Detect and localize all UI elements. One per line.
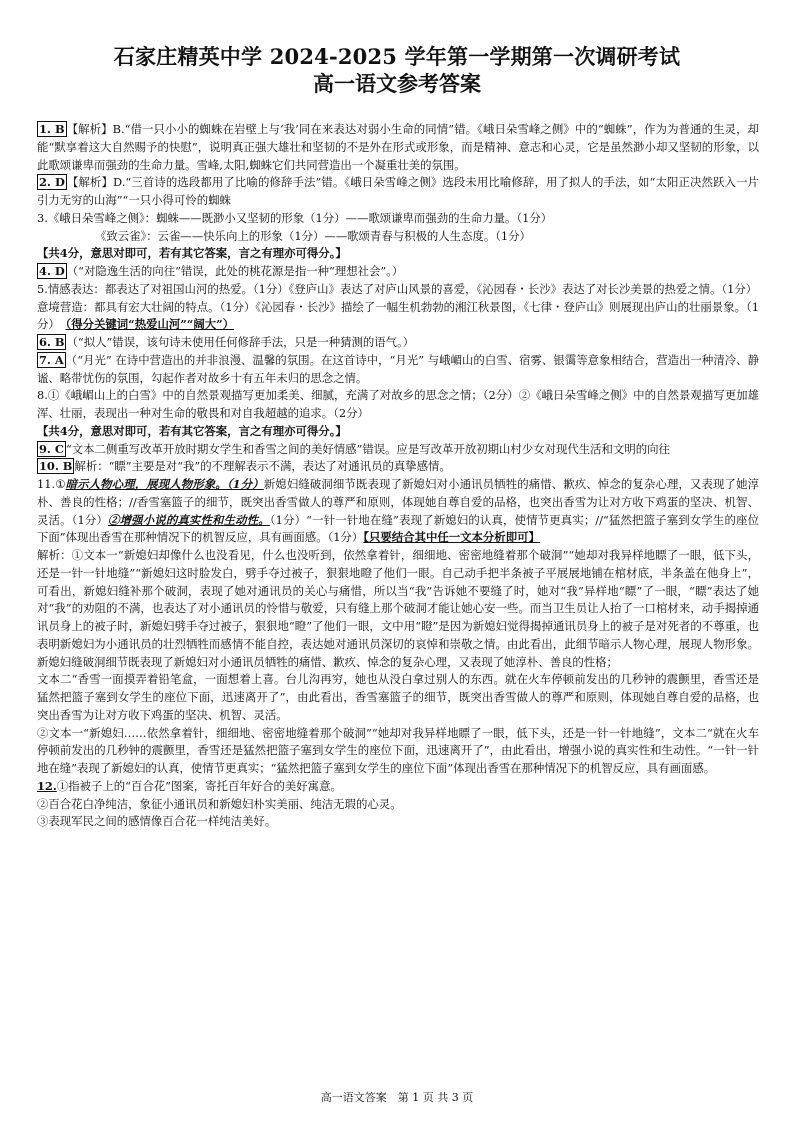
answer-q11-analysis3: ②文本一“新媳妇……依然拿着针，细细地、密密地缝着那个破洞”“她却对我异样地瞟了一眼，低下头，还是一针一针地缝”，文本二“就在火车停顿前发出的几秒钟的震颤里，香雪还是猛然把篮子塞到女学生的座位下面，迅速离开了”，由此看出，增强小说的真实性和生动性。“一针一针地在缝”表现了新媳妇的认真，使情节更真实；“猛然把篮子塞到女学生的座位下面”体现出香雪在那种情况下的机智反应，具有画面感。: [37, 725, 759, 775]
answer-q5-line2-text: 意境营造：都具有宏大壮阔的特点。（1分）《沁园春・长沙》描绘了一幅生机勃勃的湘江秋景图，《七律・登庐山》则展现出庐山的壮丽景象。（1分）: [37, 299, 759, 332]
answer-q9-number: 9. C: [39, 441, 64, 456]
answer-q12-text1: ①指被子上的“百合花”图案，寄托百年好合的美好寓意。: [56, 778, 342, 793]
answer-q6-text: （“拟人”错误，该句诗未使用任何修辞手法，只是一种猜测的语气。）: [66, 335, 415, 349]
answer-q10-number: 10. B: [39, 459, 73, 474]
answer-q1: [37, 121, 759, 174]
answer-q11-number: 11.①: [37, 477, 66, 491]
answer-q6-number: 6. B: [39, 335, 65, 349]
answer-body: [37, 121, 759, 831]
answer-q10-text: 解析：“瞟”主要是对“我”的不理解表示不满，表达了对通讯员的真挚感情。: [74, 459, 451, 474]
answer-q11-text1: 新媳妇缝破洞细节既表现了新媳妇对小通讯员牺牲的痛惜、歉疚、悼念的复杂心理，又表现了她淳朴、善良的性格；//香雪塞篮子的细节，既突出香雪做人的尊严和原则，体现她自尊自爱的品格，也突出香雪为让对方收下鸡蛋的坚决、机智、灵活。（1分）: [37, 477, 759, 527]
answer-q5-line2: [37, 299, 759, 335]
answer-q11-text2: （1分）“一针一针地在缝”表现了新媳妇的认真，使情节更真实；//“猛然把篮子塞到女学生的座位下面”体现出香雪在那种情况下的机智反应，具有画面感。（1分）: [37, 512, 759, 545]
answer-q1-text: 【解析】B.“借一只小小的蜘蛛在岩壁上与‘我’同在来表达对弱小生命的同情”错。《峨日朵雪峰之侧》中的“蜘蛛”，作为为普通的生灵，却能“默享着这大自然赐予的快慰”，说明真正强大雄壮和坚韧的不是外在形式或形象，而是精神、意志和心灵，它是虽然渺小却又坚韧的形象，以此歌颂谦卑而强劲的生命力量。雪峰,太阳,蜘蛛它们共同营造出一个凝重壮美的氛围。: [37, 122, 759, 172]
answer-q3-line1: 3.《峨日朵雪峰之侧》：蜘蛛——既渺小又坚韧的形象（1分）——歌颂谦卑而强劲的生命力量。（1分）: [37, 210, 553, 225]
answer-q5-keywords: （得分关键词“热爱山河”“阔大”）: [65, 317, 235, 332]
scoring-note-1: 【共4分，意思对即可，若有其它答案，言之有理亦可得分。】: [37, 246, 347, 261]
answer-q7: [37, 352, 759, 388]
answer-q9: [37, 441, 759, 459]
answer-q4-text: （“对隐逸生活的向往”错误，此处的桃花源是指一种“理想社会”。）: [66, 264, 404, 278]
scoring-note-2: 【共4分，意思对即可，若有其它答案，言之有理亦可得分。】: [37, 423, 347, 438]
page-footer: 高一语文答案 第 1 页 共 3 页: [320, 1091, 474, 1104]
exam-title: 石家庄精英中学 2024-2025 学年第一学期第一次调研考试: [113, 44, 681, 69]
answer-q12-line2: ②百合花白净纯洁，象征小通讯员和新媳妇朴实美丽、纯洁无瑕的心灵。: [37, 796, 402, 811]
answer-q6: [37, 334, 759, 352]
answer-q1-number: 1. B: [39, 122, 65, 136]
answer-q12-line3: ③表现军民之间的感情像百合花一样纯洁美好。: [37, 814, 277, 829]
answer-key-title: 高一语文参考答案: [313, 71, 481, 96]
answer-q8: 8.①《峨嵋山上的白雪》中的自然景观描写更加柔美、细腻，充满了对故乡的思念之情；（2分）②《峨日朵雪峰之侧》中的自然景观描写更加雄浑、壮丽，表现出一种对生命的敬畏和对自我超越的追求。（2分）: [37, 388, 759, 420]
answer-q11-analysis1: 解析：①文本一“新媳妇却像什么也没看见，什么也没听到，依然拿着针，细细地、密密地缝着那个破洞”“她却对我异样地瞟了一眼，低下头，还是一针一针地缝”“新媳妇这时脸发白，劈手夺过被子，狠狠地瞪了他们一眼。自己动手把半条被子平展展地铺在棺材底，半条盖在他身上”，可看出，新媳妇缝补那个破洞，表现了她对通讯员的关心与痛惜，所以当“我”告诉她不要缝了时，她对“我”异样地“瞟”了一眼，“瞟”表达了她对“我”的劝阻的不满，也表达了对小通讯员的怜惜与敬爱，只有缝上那个破洞才能让她心安一些。而当卫生员让人抬了一口棺材来，动手揭掉通讯员身上的被子时，新媳妇劈手夺过被子，狠狠地“瞪”了他们一眼，文中用“瞪”是因为新媳妇觉得揭掉通讯员身上的被子是对死者的不尊重，也表明新媳妇为小通讯员的壮烈牺牲而感情不能自控，表达她对通讯员深切的哀悼和崇敬之情。由此看出，此细节暗示人物心理，展现人物形象。新媳妇缝破洞细节既表现了新媳妇对小通讯员牺牲的痛惜、歉疚、悼念的复杂心理，又表现了她淳朴、善良的性格；: [37, 548, 759, 669]
answer-q11-analysis2: 文本二“香雪一面摸弄着铅笔盒，一面想着上喜。台儿沟再穷，她也从没白拿过别人的东西。就在火车停顿前发出的几秒钟的震颤里，香雪还是猛然把篮子塞到女学生的座位下面，迅速离开了”，由此看出，香雪塞篮子的细节，既突出香雪做人的尊严和原则，体现她自尊自爱的品格，也突出香雪为让对方收下鸡蛋的坚决、机智、灵活。: [37, 672, 759, 722]
answer-q12-number: 12.: [37, 778, 57, 793]
answer-q7-text: （“月光” 在诗中营造出的并非浪漫、温馨的氛围。在这首诗中，“月光” 与峨嵋山的白雪、宿雾、银霭等意象相结合，营造出一种清冷、静谧、略带忧伤的氛围，勾起作者对故乡十有五年未归的思念之情。: [37, 352, 759, 385]
answer-q7-number: 7. A: [39, 352, 64, 367]
answer-q11-note: 【只要结合其中任一文本分析即可】: [363, 530, 540, 545]
answer-q11-point2: ②增强小说的真实性和生动性。: [108, 512, 270, 527]
answer-q12-line1: [37, 778, 759, 796]
answer-q4: [37, 263, 759, 281]
answer-q3-line2: 《致云雀》：云雀——快乐向上的形象（1分）——歌颂青春与积极的人生态度。（1分）: [95, 228, 531, 243]
answer-q5-line1: 5.情感表达：都表达了对祖国山河的热爱。（1分）《登庐山》表达了对庐山风景的喜爱，《沁园春・长沙》表达了对长沙美景的热爱之情。（1分）: [37, 281, 758, 296]
answer-q11: [37, 476, 759, 547]
answer-q2: [37, 174, 759, 210]
answer-q4-number: 4. D: [39, 264, 65, 278]
answer-q9-text: “文本二侧重写改革开放时期女学生和香雪之间的美好情感”错误。应是写改革开放初期山村少女对现代生活和文明的向往: [65, 441, 670, 456]
answer-q10: [37, 458, 759, 476]
answer-q11-point1: 暗示人物心理，展现人物形象。（1分）: [65, 477, 264, 491]
answer-q2-text: 【解析】D.“三首诗的选段都用了比喻的修辞手法”错。《峨日朵雪峰之侧》选段未用比喻修辞，用了拟人的手法，如“太阳正决然跃入一片引力无穷的山海”“一只小得可怜的蜘蛛: [37, 175, 759, 207]
answer-q2-number: 2. D: [39, 175, 65, 190]
